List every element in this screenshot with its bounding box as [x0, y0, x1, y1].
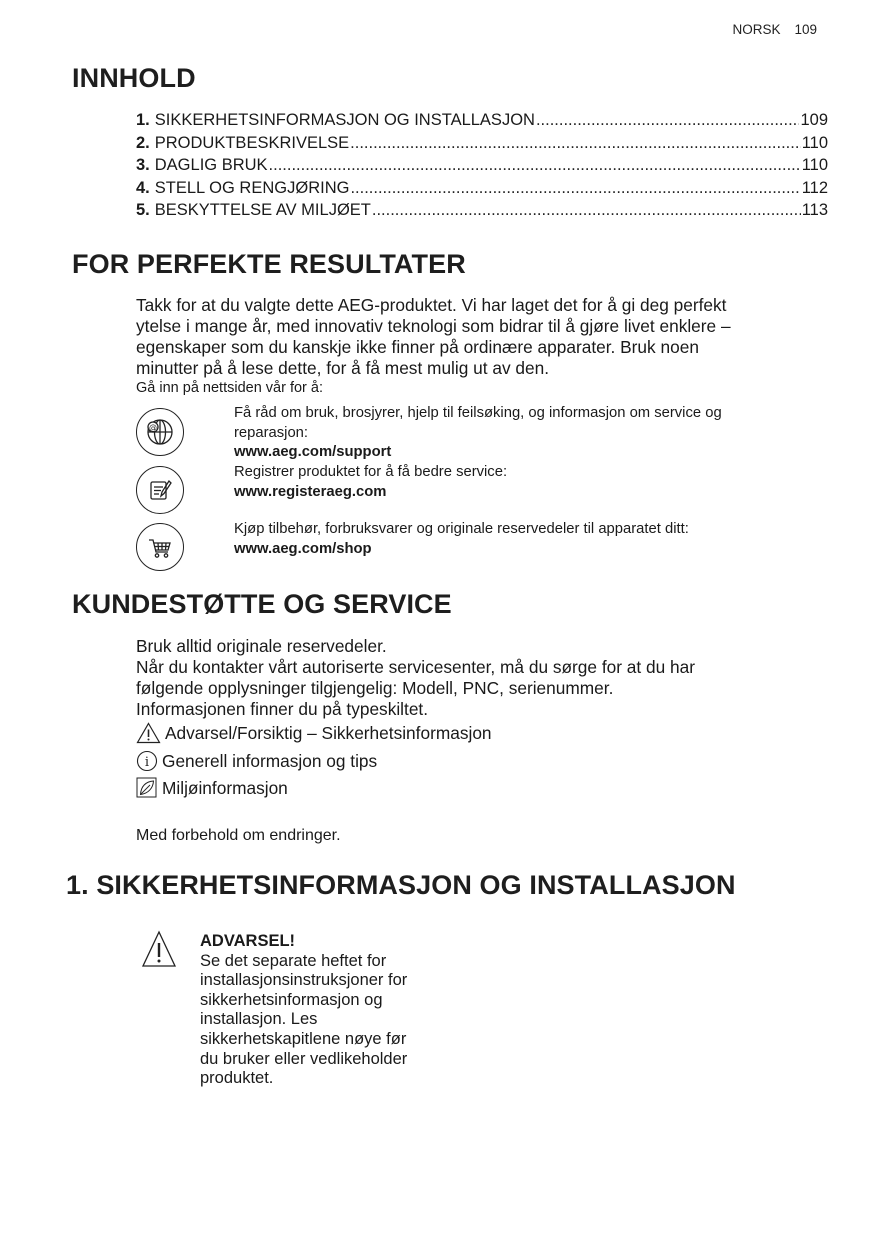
toc-entry-number: 2. [136, 133, 150, 152]
toc-leader-dots [350, 134, 801, 153]
results-intro [136, 295, 816, 399]
toc-leader-dots [269, 156, 801, 175]
service-line: reparasjon: [234, 424, 309, 441]
legend-label: Miljøinformasjon [162, 777, 288, 798]
page-header [732, 22, 817, 37]
service-line: Registrer produktet for å få bedre service: [234, 464, 508, 480]
support-line: Når du kontakter vårt autoriserte servicesenter, må du sørge for at du har [136, 657, 696, 677]
warning-line: Se det separate heftet for [200, 951, 387, 970]
toc-entry-page: 112 [801, 178, 828, 197]
intro-line: Takk for at du valgte dette AEG-produktet. Vi har laget det for å gi deg perfekt [136, 295, 727, 315]
toc-entry-5[interactable] [136, 201, 828, 224]
toc-leader-dots [372, 201, 801, 220]
warning-line: sikkerhetsinformasjon og [200, 990, 383, 1009]
info-icon [136, 750, 158, 772]
support-line: Informasjonen finner du på typeskiltet. [136, 699, 429, 719]
warning-triangle-icon [136, 722, 161, 744]
safety-warning [200, 932, 440, 1089]
toc-entry-3[interactable] [136, 156, 828, 179]
toc-entry-page: 109 [800, 111, 828, 129]
register-link[interactable]: www.registeraeg.com [234, 483, 387, 500]
toc-entry-1[interactable] [136, 111, 828, 134]
table-of-contents [136, 111, 828, 224]
safety-title: 1. SIKKERHETSINFORMASJON OG INSTALLASJON [66, 870, 736, 900]
legend-environment [136, 777, 288, 799]
intro-line: ytelse i mange år, med innovativ teknologi som bidrar til å gjøre livet enklere – [136, 316, 731, 336]
toc-entry-label: PRODUKTBESKRIVELSE [154, 133, 350, 152]
warning-line: du bruker eller vedlikeholder [200, 1049, 408, 1068]
support-text [136, 636, 816, 720]
warning-heading: ADVARSEL! [200, 932, 296, 950]
support-line: Bruk alltid originale reservedeler. [136, 636, 387, 656]
shop-link[interactable]: www.aeg.com/shop [234, 540, 372, 557]
warning-triangle-icon [141, 930, 177, 970]
register-form-icon [136, 466, 184, 514]
header-page-number: 109 [794, 22, 817, 37]
intro-line: egenskaper som du kanskje ikke finner på ordinære apparater. Bruk noen [136, 337, 699, 357]
svg-text:@: @ [149, 423, 157, 432]
legend-label: Generell informasjon og tips [162, 750, 378, 771]
toc-entry-2[interactable] [136, 134, 828, 157]
toc-leader-dots [536, 111, 800, 130]
results-title: FOR PERFEKTE RESULTATER [72, 249, 466, 279]
change-note: Med forbehold om endringer. [136, 827, 341, 844]
toc-leader-dots [350, 179, 800, 198]
toc-entry-label: DAGLIG BRUK [154, 156, 268, 174]
service-register-text [234, 463, 794, 502]
globe-at-icon [136, 408, 184, 456]
toc-entry-label: SIKKERHETSINFORMASJON OG INSTALLASJON [154, 111, 535, 129]
support-line: følgende opplysninger tilgjengelig: Modell, PNC, serienummer. [136, 678, 614, 698]
svg-text:i: i [144, 755, 150, 770]
toc-entry-page: 110 [801, 156, 828, 174]
toc-entry-label: BESKYTTELSE AV MILJØET [154, 201, 371, 219]
legend-label: Advarsel/Forsiktig – Sikkerhetsinformasjon [165, 722, 492, 743]
legend-info [136, 750, 377, 772]
visit-text: Gå inn på nettsiden vår for å: [136, 380, 323, 396]
toc-entry-number: 3. [136, 156, 150, 174]
warning-line: sikkerhetskapitlene nøye før [200, 1029, 407, 1048]
support-link[interactable]: www.aeg.com/support [234, 444, 392, 460]
leaf-icon [136, 777, 158, 799]
toc-entry-number: 5. [136, 201, 150, 219]
legend-warning [136, 722, 492, 744]
support-title: KUNDESTØTTE OG SERVICE [72, 589, 452, 619]
toc-entry-page: 110 [801, 133, 828, 152]
toc-entry-number: 4. [136, 178, 150, 197]
shopping-cart-icon [136, 523, 184, 571]
service-shop-text [234, 520, 794, 559]
toc-entry-4[interactable] [136, 179, 828, 202]
warning-line: installasjon. Les [200, 1010, 318, 1029]
service-support-text [234, 404, 794, 463]
toc-title: INNHOLD [72, 63, 196, 93]
toc-entry-number: 1. [136, 111, 150, 129]
warning-line: produktet. [200, 1069, 274, 1088]
warning-line: installasjonsinstruksjoner for [200, 971, 408, 990]
intro-line: minutter på å lese dette, for å få mest mulig ut av den. [136, 358, 550, 378]
service-line: Få råd om bruk, brosjyrer, hjelp til feilsøking, og informasjon om service og [234, 405, 722, 421]
service-line: Kjøp tilbehør, forbruksvarer og originale reservedeler til apparatet ditt: [234, 521, 689, 537]
toc-entry-label: STELL OG RENGJØRING [154, 178, 350, 197]
toc-entry-page: 113 [801, 201, 828, 219]
header-language: NORSK [732, 22, 781, 37]
